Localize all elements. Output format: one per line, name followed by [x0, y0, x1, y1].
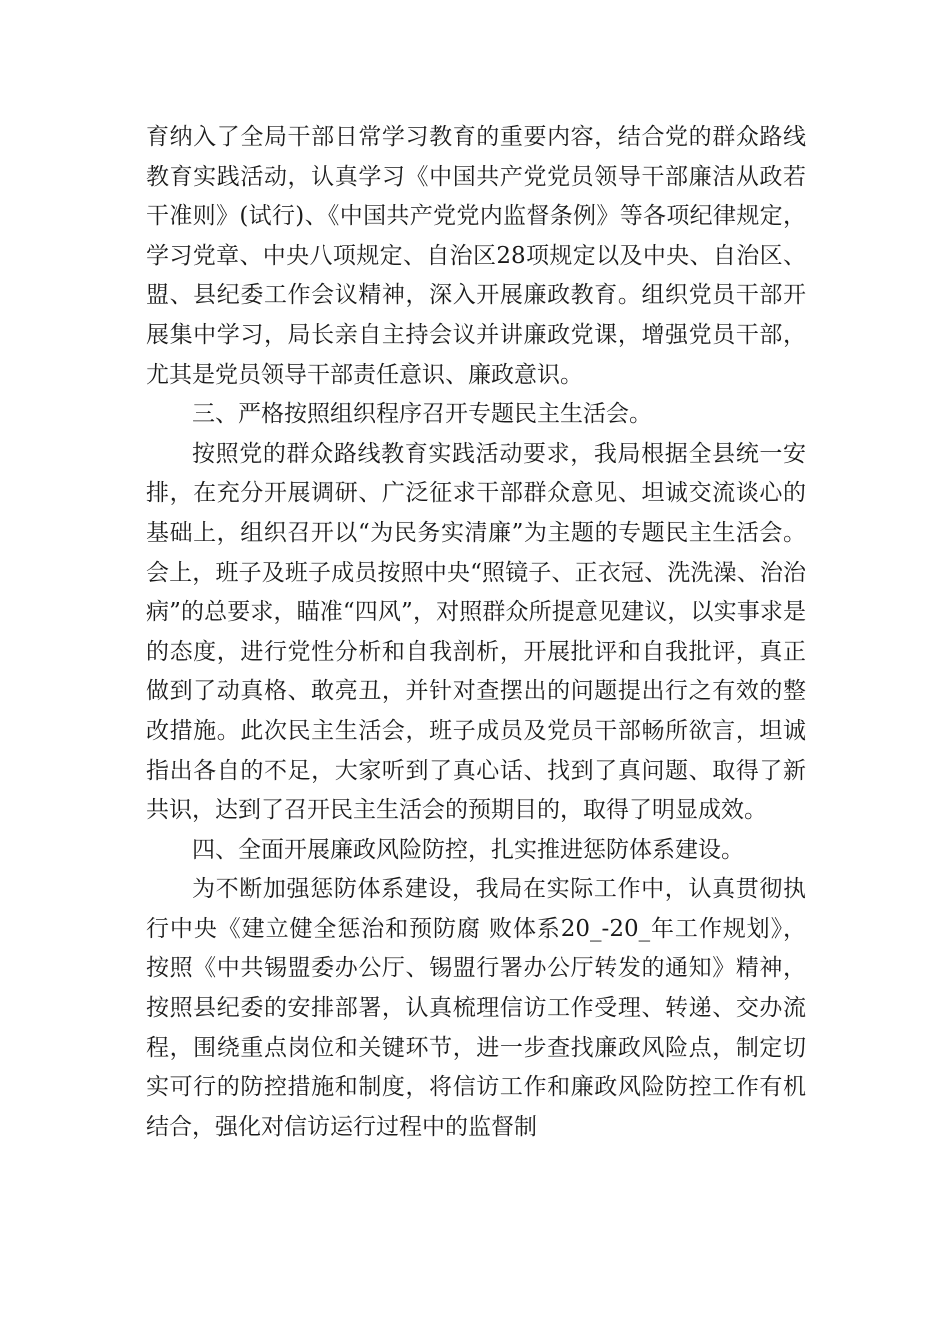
- paragraph-risk-prevention: 为不断加强惩防体系建设，我局在实际工作中，认真贯彻执行中央《建立健全惩治和预防腐 败体系20_-20_年工作规划》，按照《中共锡盟委办公厅、锡盟行署办公厅转发的通知》精神，按照县纪委的安排部署，认真梳理信访工作受理、转递、交办流程，围绕重点岗位和关键环节，进一步查找廉政风险点，制定切实可行的防控措施和制度，将信访工作和廉政风险防控工作有机结合，强化对信访运行过程中的监督制: [146, 876, 806, 1140]
- paragraph-democratic-life-meeting: 按照党的群众路线教育实践活动要求，我局根据全县统一安排，在充分开展调研、广泛征求干部群众意见、坦诚交流谈心的基础上，组织召开以“为民务实清廉”为主题的专题民主生活会。会上，班子及班子成员按照中央“照镜子、正衣冠、洗洗澡、治治病”的总要求，瞄准“四风”，对照群众所提意见建议，以实事求是的态度，进行党性分析和自我剖析，开展批评和自我批评，真正做到了动真格、敢亮丑，并针对查摆出的问题提出行之有效的整改措施。此次民主生活会，班子成员及党员干部畅所欲言，坦诚指出各自的不足，大家听到了真心话、找到了真问题、取得了新共识，达到了召开民主生活会的预期目的，取得了明显成效。: [146, 440, 806, 824]
- document-body: [146, 118, 806, 1147]
- section-heading-three: 三、严格按照组织程序召开专题民主生活会。: [192, 401, 652, 428]
- paragraph-continuation: 育纳入了全局干部日常学习教育的重要内容，结合党的群众路线教育实践活动，认真学习《中国共产党党员领导干部廉洁从政若干准则》(试行)、《中国共产党党内监督条例》等各项纪律规定，学习党章、中央八项规定、自治区28项规定以及中央、自治区、盟、县纪委工作会议精神，深入开展廉政教育。组织党员干部开展集中学习，局长亲自主持会议并讲廉政党课，增强党员干部，尤其是党员领导干部责任意识、廉政意识。: [146, 124, 806, 388]
- section-heading-four: 四、全面开展廉政风险防控，扎实推进惩防体系建设。: [192, 836, 744, 863]
